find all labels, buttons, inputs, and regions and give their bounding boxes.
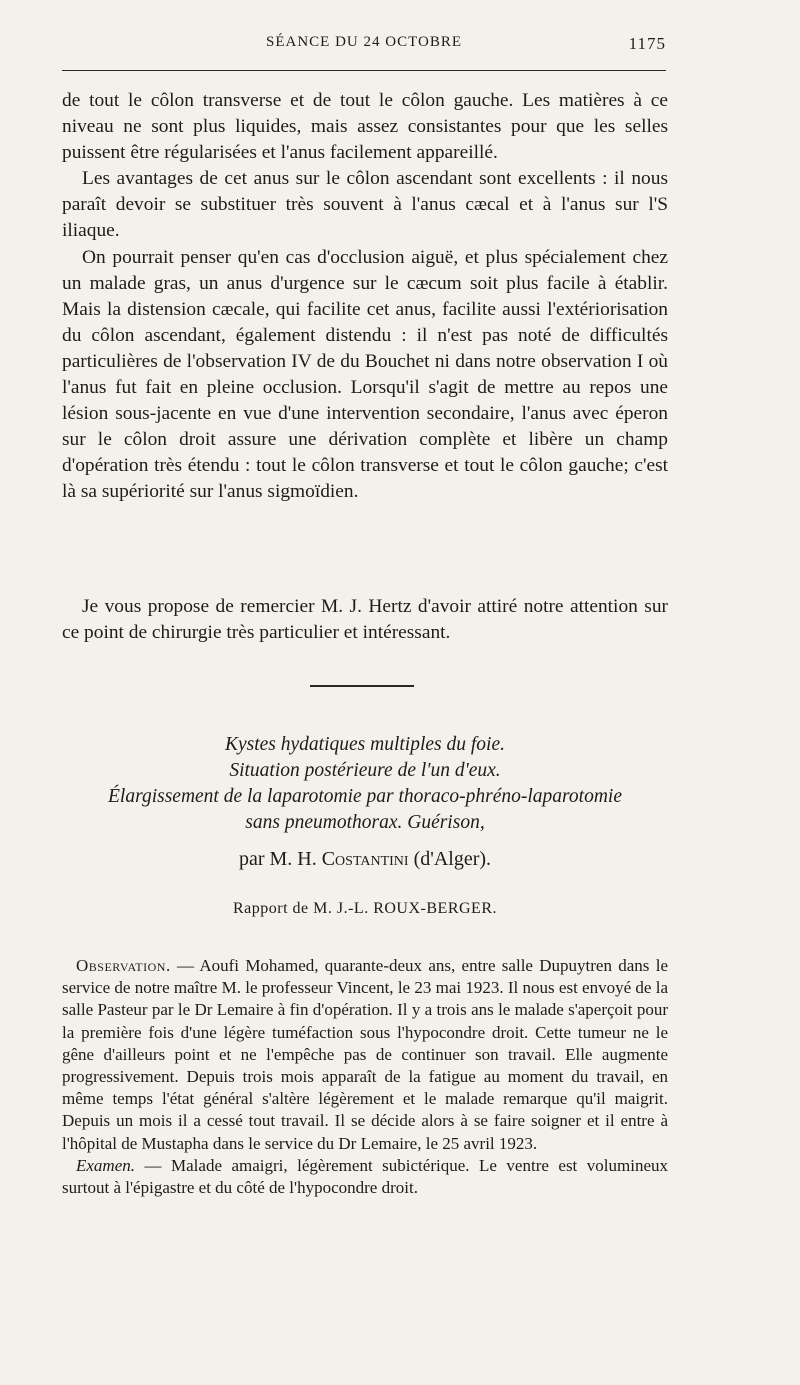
title-line: Élargissement de la laparotomie par thoraco-phréno-laparotomie xyxy=(108,786,622,807)
running-title: SÉANCE DU 24 OCTOBRE xyxy=(266,34,462,50)
exam-body: — Malade amaigri, légèrement subictérique. Le ventre est volumineux surtout à l'épigastre et du côté de l'hypocondre droit. xyxy=(62,1155,668,1198)
title-line: sans pneumothorax. Guérison, xyxy=(245,812,485,833)
header-rule xyxy=(62,70,666,71)
observation-text xyxy=(62,955,668,1199)
conclusion-text xyxy=(62,594,668,646)
observation-lead: Observation. xyxy=(76,956,171,975)
title-line: Situation postérieure de l'un d'eux. xyxy=(229,760,501,781)
conclusion-paragraph: Je vous propose de remercier M. J. Hertz d'avoir attiré notre attention sur ce point de chirurgie très particulier et intéressant. xyxy=(62,596,668,644)
exam-lead: Examen. xyxy=(76,1155,136,1175)
article-title xyxy=(62,732,668,836)
discussion-text xyxy=(62,88,668,506)
author-prefix: par M. H. xyxy=(238,848,322,870)
observation-body: — Aoufi Mohamed, quarante-deux ans, entre salle Dupuytren dans le service de notre maître M. le professeur Vincent, le 23 mai 1923. Il nous est envoyé de la salle Pasteur par le Dr Lemaire à fin d'opération. Il y a trois ans le malade s'aperçoit pour la première fois d'une légère tuméfaction sous l'hypocondre droit. Cette tumeur ne le gêne d'ailleurs point et ne l'empêche pas de continuer son travail. Elle augmente progressivement. Depuis trois mois apparaît de la fatigue au moment du travail, en même temps l'état général s'altère légèrement et le malade remarque qu'il maigrit. Depuis un mois il a cessé tout travail. Il se décide alors à se faire soigner et il entre à l'hôpital de Mustapha dans le service du Dr Lemaire, le 25 avril 1923. xyxy=(62,956,668,1153)
page-number: 1175 xyxy=(628,34,666,53)
title-line: Kystes hydatiques multiples du foie. xyxy=(224,734,505,755)
section-divider xyxy=(310,685,414,687)
rapport-line: Rapport de M. J.-L. ROUX-BERGER. xyxy=(233,900,497,917)
author-name: Costantini xyxy=(321,848,409,870)
paragraph: Les avantages de cet anus sur le côlon ascendant sont excellents : il nous paraît devoir se substituer très souvent à l'anus cæcal et à l'anus sur l'S iliaque. xyxy=(62,168,668,242)
author-suffix: (d'Alger). xyxy=(408,848,492,870)
observation-paragraph xyxy=(62,955,668,1155)
author-line xyxy=(62,848,668,871)
paragraph: On pourrait penser qu'en cas d'occlusion aiguë, et plus spécialement chez un malade gras, un anus d'urgence sur le cæcum soit plus facile à établir. Mais la distension cæcale, qui facilite cet anus, facilite aussi l'extériorisation du côlon ascendant, également distendu : il n'est pas noté de difficultés particulières de l'observation IV de du Bouchet ni dans notre observation I où l'anus fut fait en pleine occlusion. Lorsqu'il s'agit de mettre au repos une lésion sous-jacente en vue d'une intervention secondaire, l'anus avec éperon sur le côlon droit assure une dérivation complète et libère un champ d'opération très étendu : tout le côlon transverse et tout le côlon gauche; c'est là sa supériorité sur l'anus sigmoïdien. xyxy=(62,246,668,503)
paragraph: de tout le côlon transverse et de tout le côlon gauche. Les matières à ce niveau ne sont plus liquides, mais assez consistantes pour que les selles puissent être régularisées et l'anus facilement appareillé. xyxy=(62,90,668,164)
exam-paragraph xyxy=(62,1155,668,1199)
running-header xyxy=(62,30,666,56)
